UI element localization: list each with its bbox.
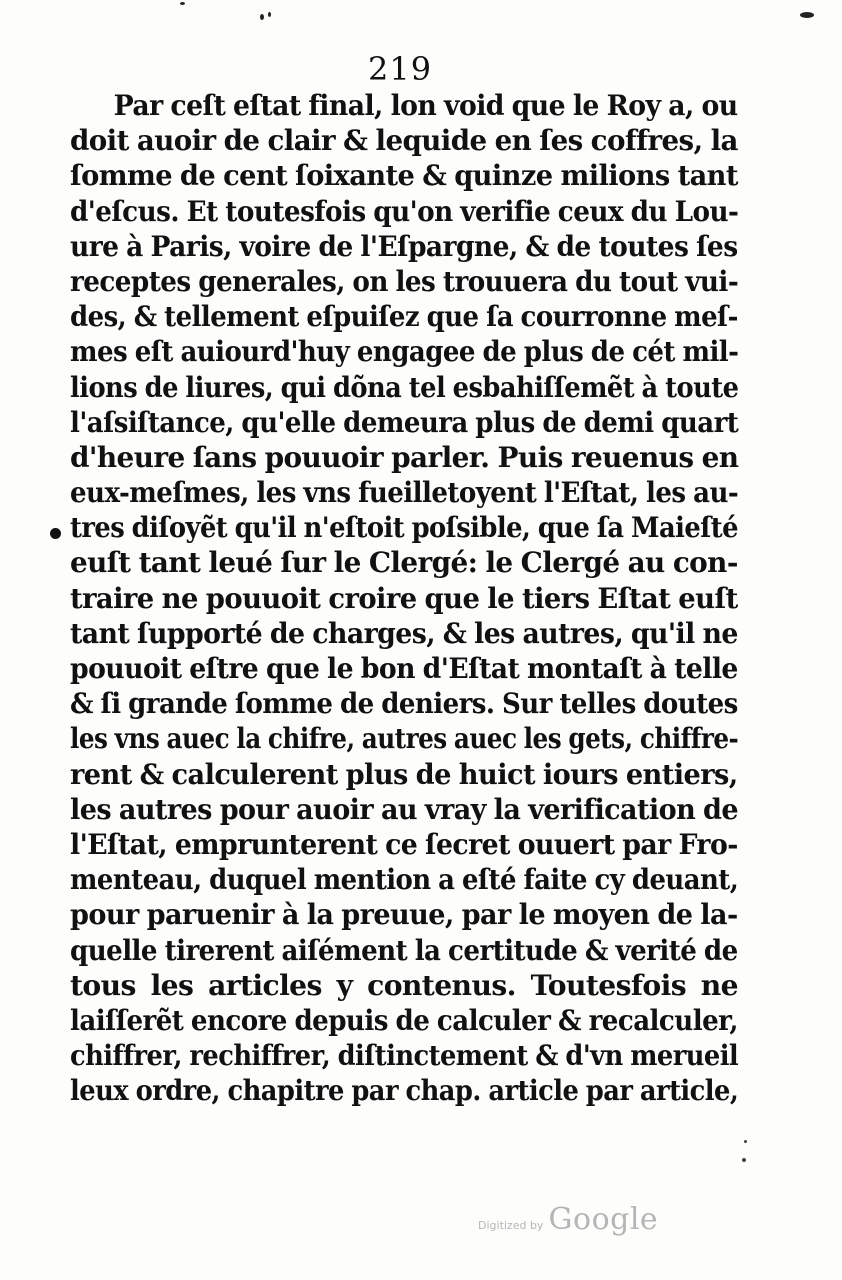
watermark-prefix: Digitized by	[478, 1219, 544, 1232]
text-line: d'eſcus. Et toutesfois qu'on verifie ceux du Lou-	[70, 194, 739, 228]
text-line: les vns auec la chifre, autres auec les gets, chiffre-	[70, 722, 739, 756]
text-line: & ſi grande ſomme de deniers. Sur telles doutes	[70, 687, 738, 721]
text-line: l'aſsiſtance, qu'elle demeura plus de demi quart	[70, 405, 739, 439]
text-line: les autres pour auoir au vray la verification de	[70, 792, 739, 826]
text-line: euſt tant leué ſur le Clergé: le Clergé au con-	[70, 546, 738, 580]
text-line: leux ordre, chapitre par chap. article par article,	[70, 1074, 739, 1108]
text-line: Par ceſt eſtat final, lon void que le Roy a, ou	[113, 89, 738, 122]
text-line: lions de liures, qui dõna tel esbahiſſemẽt à toute	[70, 370, 739, 404]
text-line: tous les articles y contenus. Toutesfois ne	[70, 968, 738, 1002]
text-line: pour paruenir à la preuue, par le moyen de la-	[70, 898, 738, 932]
text-line: mes eſt auiourd'huy engagee de plus de cét mil-	[70, 335, 739, 369]
text-line: l'Eſtat, emprunterent ce ſecret ouuert par Fro-	[70, 827, 738, 861]
text-line: tres diſoyẽt qu'il n'eſtoit poſsible, que ſa Maieſté	[70, 511, 738, 545]
text-line: traire ne pouuoit croire que le tiers Eſtat euſt	[70, 581, 738, 615]
google-logo: Google	[548, 1202, 659, 1237]
text-line: menteau, duquel mention a eſté faite cy deuant,	[70, 863, 739, 897]
text-line: doit auoir de clair & lequide en ſes coffres, la	[70, 124, 738, 158]
text-line: pouuoit eſtre que le bon d'Eſtat montaſt à telle	[70, 652, 738, 685]
text-line: tant ſupporté de charges, & les autres, qu'il ne	[70, 616, 738, 650]
text-line: d'heure ſans pouuoir parler. Puis reuenus en	[70, 440, 739, 474]
body-text	[70, 88, 738, 1108]
margin-ink-dot	[50, 528, 61, 539]
ink-speck	[744, 1140, 747, 1143]
text-line: rent & calculerent plus de huict iours entiers,	[70, 757, 738, 791]
text-line: receptes generales, on les trouuera du tout vui-	[70, 264, 739, 298]
text-line: quelle tirerent aiſément la certitude & verité de	[70, 933, 738, 967]
text-line: ure à Paris, voire de l'Eſpargne, & de toutes ſes	[70, 229, 738, 263]
ink-speck	[742, 1158, 746, 1162]
text-line: des, & tellement eſpuiſez que ſa courronne meſ-	[70, 300, 738, 334]
digitized-watermark	[478, 1202, 658, 1237]
top-edge-marks	[150, 0, 840, 20]
text-line: ſomme de cent ſoixante & quinze milions tant	[70, 159, 738, 193]
text-line: laiſſerẽt encore depuis de calculer & recalculer,	[70, 1003, 738, 1037]
text-line: chiffrer, rechiffrer, diſtinctement & d'vn merueil	[70, 1039, 739, 1073]
page-number: 219	[368, 50, 433, 88]
text-line: eux-meſmes, les vns fueilletoyent l'Eſtat, les au-	[70, 476, 739, 510]
